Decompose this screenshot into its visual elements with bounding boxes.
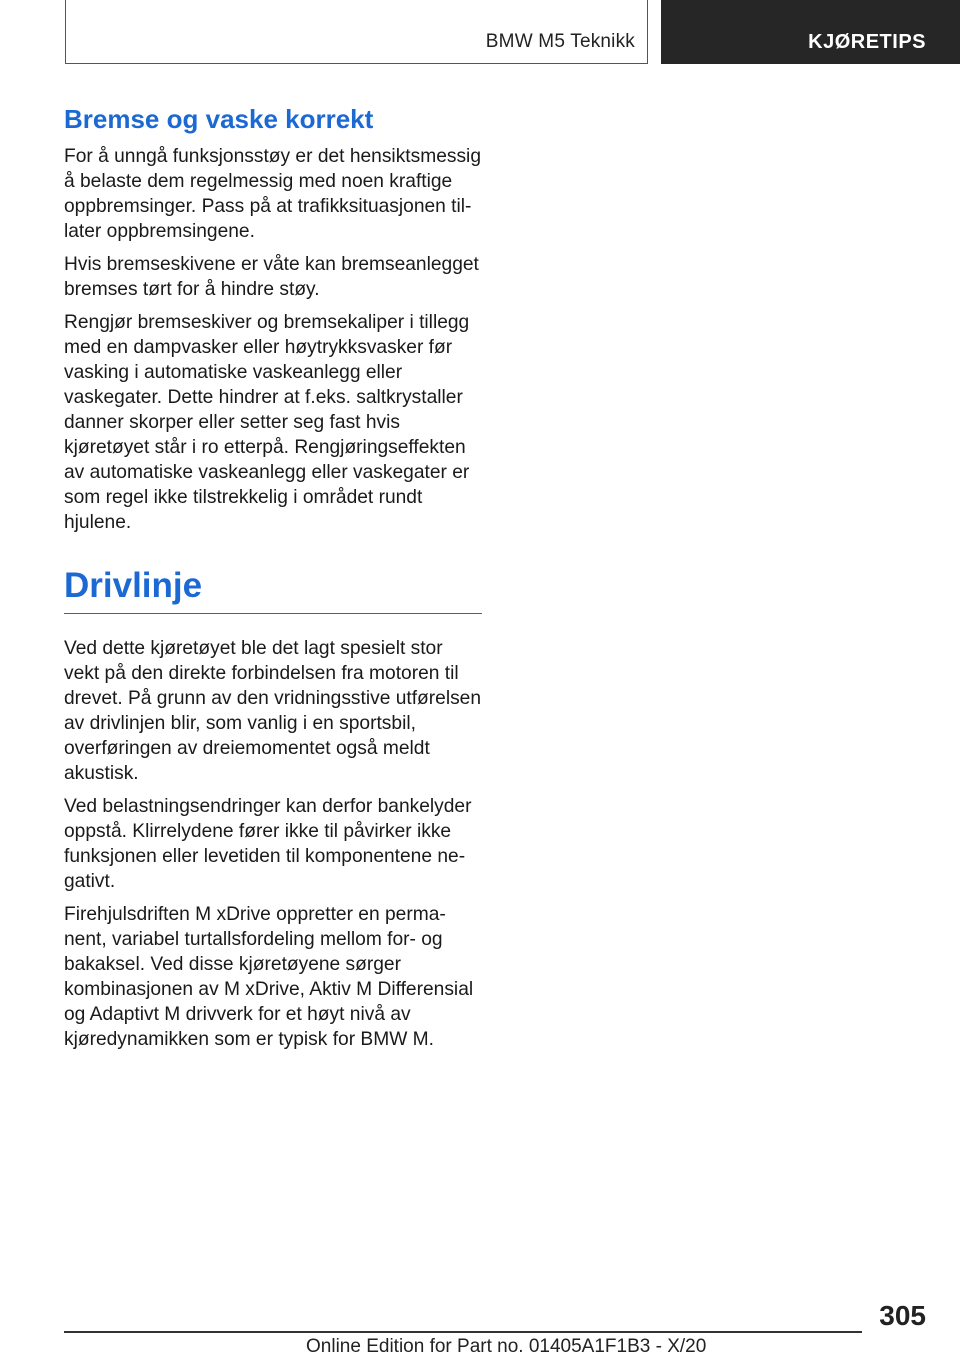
footer-edition: Online Edition for Part no. 01405A1F1B3 - X/20 — [306, 1336, 707, 1357]
paragraph: For å unngå funksjonsstøy er det hensiktsmessig å belaste dem regelmessig med noen kraftige oppbremsinger. Pass på at trafikksituasjonen tillater oppbremsingene. — [64, 146, 481, 242]
paragraph: Hvis bremseskivene er våte kan bremseanlegget bremses tørt for å hindre støy. — [64, 254, 479, 300]
paragraph: Ved dette kjøretøyet ble det lagt spesielt stor vekt på den direkte forbindelsen fra motoren til drevet. På grunn av den vridningsstive utførelsen av drivlinjen blir, som vanlig i en sportsbil, overføringen av dreiemomentet også meldt akustisk. — [64, 638, 482, 784]
page-number: 305 — [879, 1300, 926, 1331]
paragraph: Firehjulsdriften M xDrive oppretter en permanent, variabel turtallsfordeling mellom for- og bakaksel. Ved disse kjøretøyene sørger kombinasjonen av M xDrive, Aktiv M Differensial og Adaptivt M drivverk for et høyt nivå av kjøredynamikken som er typisk for BMW M. — [64, 904, 474, 1050]
paragraph: Ved belastningsendringer kan derfor bankelyder oppstå. Klirrelydene fører ikke til påvirker ikke funksjonen eller levetiden til komponentene negativt. — [64, 796, 472, 892]
paragraph: Rengjør bremseskiver og bremsekaliper i tillegg med en dampvasker eller høytrykksvasker før vasking i automatiske vaskeanlegg eller vaskegater. Dette hindrer at f.eks. saltkrystaller danner skorper eller setter seg fast hvis kjøretøyet står i ro etterpå. Rengjøringseffekten av automatiske vaskeanlegg eller vaskegater er som regel ikke tilstrekkelig i området rundt hjulene. — [64, 312, 470, 533]
manual-title: BMW M5 Teknikk — [485, 31, 635, 52]
footer-divider — [64, 1331, 862, 1333]
chapter-tab-label: KJØRETIPS — [808, 31, 926, 53]
section-heading-drivetrain: Drivlinje — [64, 565, 482, 614]
section-heading-brakes: Bremse og vaske korrekt — [64, 104, 374, 134]
chapter-tab — [661, 0, 960, 64]
page-content — [64, 104, 482, 1060]
header-title-box — [65, 0, 648, 64]
